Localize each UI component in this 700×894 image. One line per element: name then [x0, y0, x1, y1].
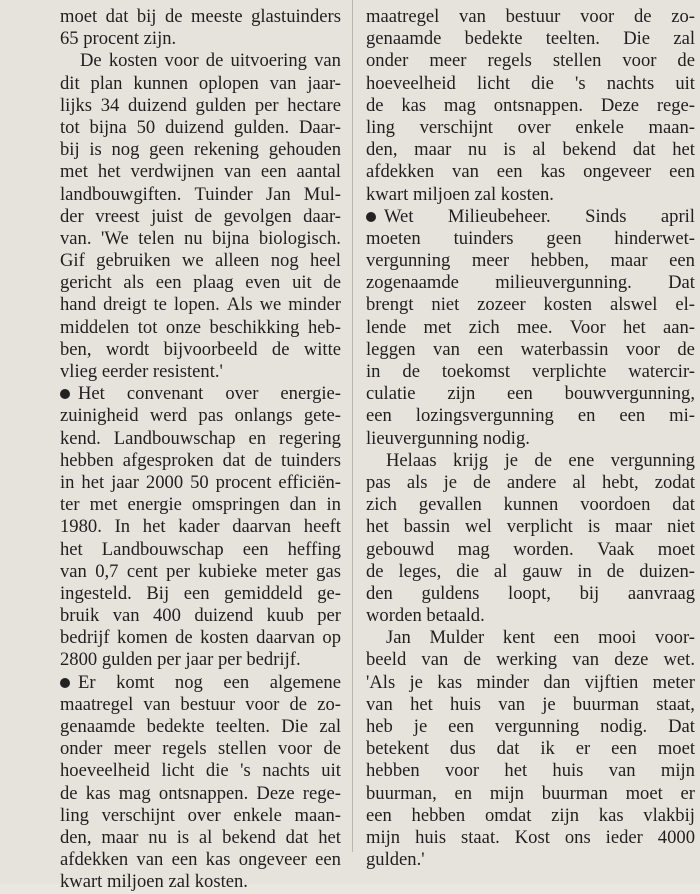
text-line: gulden.' — [366, 849, 425, 871]
text-line: ingesteld. Bij een gemiddeld ge- — [60, 582, 341, 604]
text-line: van het huis van je buurman staat, — [366, 693, 695, 715]
column-divider — [352, 0, 353, 852]
text-line: in het jaar 2000 50 procent efficiën- — [60, 471, 341, 493]
text-line: een hebben omdat zijn kas vlakbij — [366, 804, 695, 826]
text-line: tot bijna 50 duizend gulden. Daar- — [60, 116, 341, 138]
text-line: 1980. In het kader daarvan heeft — [60, 516, 341, 538]
text-line: de kas mag ontsnappen. Deze rege- — [60, 782, 341, 804]
text-line: 2800 gulden per jaar per bedrijf. — [60, 649, 301, 671]
text-line: 'Als je kas minder dan vijftien meter — [366, 671, 695, 693]
text-line: genaamde bedekte teelten. Die zal — [366, 28, 695, 50]
text-line: Gif gebruiken we alleen nog heel — [60, 250, 341, 272]
text-line: zuinigheid werd pas onlangs gete- — [60, 405, 341, 427]
text-line: hebben voor het huis van mijn — [366, 760, 695, 782]
text-line: heb je een vergunning nodig. Dat — [366, 716, 695, 737]
text-line: De kosten voor de uitvoering van — [80, 50, 341, 72]
bullet-icon — [366, 212, 376, 222]
text-line: genaamde bedekte teelten. Die zal — [60, 716, 341, 737]
text-line: van. 'We telen nu bijna biologisch. — [60, 227, 341, 249]
text-line: met het verdwijnen van een aantal — [60, 161, 341, 183]
text-line: den, maar nu is al bekend dat het — [60, 826, 341, 848]
text-line: vergunning meer hebben, maar een — [366, 250, 695, 272]
text-line: kend. Landbouwschap en regering — [60, 427, 341, 449]
text-line: van 0,7 cent per kubieke meter gas — [60, 560, 341, 582]
text-line: lijks 34 duizend gulden per hectare — [60, 94, 341, 116]
text-line: in de toekomst verplichte watercir- — [366, 361, 695, 382]
text-line: brengt niet zozeer kosten alswel el- — [366, 294, 695, 316]
text-line: ling verschijnt over enkele maan- — [60, 804, 341, 826]
text-line: vlieg eerder resistent.' — [60, 361, 223, 382]
text-line: een lozingsvergunning en een mi- — [366, 405, 695, 427]
text-line: de kas mag ontsnappen. Deze rege- — [366, 94, 695, 116]
text-line: lende met zich mee. Voor het aan- — [366, 316, 695, 338]
text-line: culatie zijn een bouwvergunning, — [366, 383, 695, 405]
text-line: hand dreigt te lopen. Als we minder — [60, 294, 341, 316]
text-line: den, maar nu is al bekend dat het — [366, 139, 695, 161]
text-line: zich gevallen kunnen voordoen dat — [366, 494, 695, 516]
text-line: kwart miljoen zal kosten. — [366, 183, 554, 205]
text-line: hebben afgesproken dat de tuinders — [60, 449, 341, 471]
text-line: het bassin wel verplicht is maar niet — [366, 516, 695, 538]
text-line: betekent dus dat ik er een moet — [366, 738, 695, 760]
text-line: de leges, die al gauw in de duizen- — [366, 560, 695, 582]
text-line: zogenaamde milieuvergunning. Dat — [366, 272, 695, 294]
text-line: maatregel van bestuur voor de zo- — [366, 6, 695, 27]
text-line: ben, wordt bijvoorbeeld de witte — [60, 338, 341, 360]
text-line: ter met energie omspringen dan in — [60, 494, 341, 516]
text-line: onder meer regels stellen voor de — [60, 738, 341, 760]
text-line: bruik van 400 duizend kuub per — [60, 605, 341, 627]
text-line: beeld van de werking van deze wet. — [366, 649, 695, 671]
text-line: hoeveelheid licht die 's nachts uit — [60, 760, 341, 782]
text-line: hoeveelheid licht die 's nachts uit — [366, 72, 695, 94]
text-line: gebouwd mag worden. Vaak moet — [366, 538, 695, 560]
text-line: Het convenant over energie- — [60, 383, 341, 405]
text-line: ling verschijnt over enkele maan- — [366, 116, 695, 138]
text-line: bedrijf komen de kosten daarvan op — [60, 627, 341, 649]
text-line: 65 procent zijn. — [60, 28, 177, 50]
text-line: Jan Mulder kent een mooi voor- — [386, 627, 695, 649]
text-line: kwart miljoen zal kosten. — [60, 871, 248, 893]
text-line: moeten tuinders geen hinderwet- — [366, 227, 695, 249]
text-line: leggen van een waterbassin voor de — [366, 338, 695, 360]
text-line: mijn huis staat. Kost ons ieder 4000 — [366, 826, 695, 848]
text-line: buurman, en mijn buurman moet er — [366, 782, 695, 804]
text-line: maatregel van bestuur voor de zo- — [60, 693, 341, 715]
text-line: onder meer regels stellen voor de — [366, 50, 695, 72]
text-line: lieuvergunning nodig. — [366, 427, 530, 449]
text-line: afdekken van een kas ongeveer een — [366, 161, 695, 183]
text-line: der vreest juist de gevolgen daar- — [60, 205, 341, 227]
text-line: afdekken van een kas ongeveer een — [60, 849, 341, 871]
bullet-icon — [60, 678, 70, 688]
text-line: den guldens loopt, bij aanvraag — [366, 582, 695, 604]
text-line: dit plan kunnen oplopen van jaar- — [60, 72, 341, 94]
bullet-icon — [60, 389, 70, 399]
text-line: Wet Milieubeheer. Sinds april — [366, 206, 695, 228]
text-line: worden betaald. — [366, 605, 485, 627]
text-line: Er komt nog een algemene — [60, 672, 341, 694]
text-line: Helaas krijg je de ene vergunning — [386, 449, 695, 471]
right-column — [366, 6, 695, 871]
text-line: gericht als een plaag even uit de — [60, 272, 341, 294]
text-line: landbouwgiften. Tuinder Jan Mul- — [60, 183, 341, 205]
text-line: pas als je de andere al hebt, zodat — [366, 471, 695, 493]
text-line: middelen tot onze beschikking heb- — [60, 316, 341, 338]
text-line: bij is nog geen rekening gehouden — [60, 139, 341, 161]
text-line: het Landbouwschap een heffing — [60, 538, 341, 560]
left-column — [60, 6, 341, 894]
text-line: moet dat bij de meeste glastuinders — [60, 6, 341, 27]
